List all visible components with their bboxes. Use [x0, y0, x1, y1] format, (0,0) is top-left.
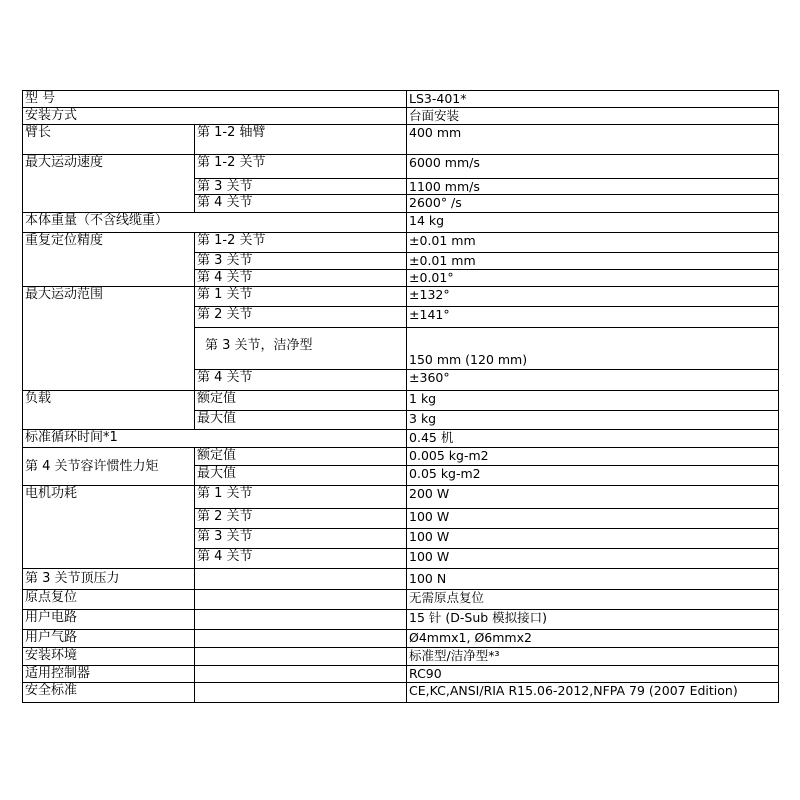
- row-value: 1100 mm/s: [407, 179, 779, 195]
- row-subitem: [195, 683, 407, 703]
- table-row: [23, 630, 779, 648]
- spec-table: [22, 90, 779, 703]
- row-subitem: 第 3 关节，洁净型: [195, 328, 407, 370]
- row-value: 100 W: [407, 549, 779, 569]
- table-row: [23, 683, 779, 703]
- row-value: 200 W: [407, 486, 779, 509]
- row-value: ±132°: [407, 287, 779, 307]
- row-subitem: 第 1-2 关节: [195, 155, 407, 179]
- table-row: [23, 448, 779, 466]
- row-subitem: [195, 569, 407, 590]
- row-subitem: 额定值: [195, 448, 407, 466]
- row-subitem: 第 1 关节: [195, 486, 407, 509]
- row-category: 电机功耗: [23, 486, 195, 569]
- row-subitem: 第 4 关节: [195, 270, 407, 287]
- row-value: 3 kg: [407, 411, 779, 430]
- row-subitem: [195, 666, 407, 683]
- row-category: 重复定位精度: [23, 233, 195, 287]
- row-value: RC90: [407, 666, 779, 683]
- row-category: 最大运动速度: [23, 155, 195, 213]
- row-category: 安全标准: [23, 683, 195, 703]
- row-category: 第 3 关节顶压力: [23, 569, 195, 590]
- row-subitem: [195, 590, 407, 610]
- row-value: 0.05 kg-m2: [407, 466, 779, 486]
- row-subitem: 第 3 关节: [195, 179, 407, 195]
- row-subitem: 最大值: [195, 411, 407, 430]
- row-subitem: [195, 630, 407, 648]
- row-value: 台面安装: [407, 108, 779, 125]
- table-row: [23, 590, 779, 610]
- row-category: 型 号: [23, 91, 407, 108]
- table-row: [23, 213, 779, 233]
- table-row: [23, 233, 779, 253]
- row-value: 14 kg: [407, 213, 779, 233]
- row-value: 15 针 (D-Sub 模拟接口): [407, 610, 779, 630]
- row-subitem: 第 1-2 轴臂: [195, 125, 407, 155]
- row-subitem: 第 2 关节: [195, 307, 407, 328]
- row-value: 0.45 机: [407, 430, 779, 448]
- row-category: 最大运动范围: [23, 287, 195, 391]
- row-value: 2600° /s: [407, 195, 779, 213]
- table-row: [23, 666, 779, 683]
- table-row: [23, 391, 779, 411]
- table-row: [23, 287, 779, 307]
- row-subitem: 第 4 关节: [195, 195, 407, 213]
- row-value: 标准型/洁净型*³: [407, 648, 779, 666]
- row-subitem: 第 4 关节: [195, 370, 407, 391]
- row-subitem: 第 2 关节: [195, 509, 407, 529]
- row-subitem: 额定值: [195, 391, 407, 411]
- row-value: LS3-401*: [407, 91, 779, 108]
- row-value: 150 mm (120 mm): [407, 328, 779, 370]
- row-value: Ø4mmx1, Ø6mmx2: [407, 630, 779, 648]
- table-row: [23, 569, 779, 590]
- row-subitem: 第 3 关节: [195, 253, 407, 270]
- row-category: 安装环境: [23, 648, 195, 666]
- row-category: 安装方式: [23, 108, 407, 125]
- row-category: 原点复位: [23, 590, 195, 610]
- row-category: 第 4 关节容许惯性力矩: [23, 448, 195, 486]
- row-category: 臂长: [23, 125, 195, 155]
- row-category: 适用控制器: [23, 666, 195, 683]
- table-row: [23, 108, 779, 125]
- row-category: 用户电路: [23, 610, 195, 630]
- table-row: [23, 155, 779, 179]
- row-value: 100 N: [407, 569, 779, 590]
- row-value: ±0.01°: [407, 270, 779, 287]
- row-value: 1 kg: [407, 391, 779, 411]
- table-row: [23, 610, 779, 630]
- row-value: CE,KC,ANSI/RIA R15.06-2012,NFPA 79 (2007 Edition): [407, 683, 779, 703]
- row-value: 100 W: [407, 509, 779, 529]
- row-value: 6000 mm/s: [407, 155, 779, 179]
- row-category: 标准循环时间*1: [23, 430, 407, 448]
- row-value: ±360°: [407, 370, 779, 391]
- row-category: 本体重量（不含线缆重）: [23, 213, 407, 233]
- row-value: 100 W: [407, 529, 779, 549]
- table-row: [23, 125, 779, 155]
- row-value: 0.005 kg-m2: [407, 448, 779, 466]
- table-row: [23, 91, 779, 108]
- row-value: 无需原点复位: [407, 590, 779, 610]
- row-value: 400 mm: [407, 125, 779, 155]
- row-subitem: [195, 648, 407, 666]
- row-subitem: 第 1-2 关节: [195, 233, 407, 253]
- row-subitem: 第 3 关节: [195, 529, 407, 549]
- row-subitem: 最大值: [195, 466, 407, 486]
- row-value: ±141°: [407, 307, 779, 328]
- table-row: [23, 486, 779, 509]
- row-category: 负载: [23, 391, 195, 430]
- row-subitem: 第 1 关节: [195, 287, 407, 307]
- table-row: [23, 430, 779, 448]
- row-value: ±0.01 mm: [407, 253, 779, 270]
- table-row: [23, 648, 779, 666]
- row-subitem: [195, 610, 407, 630]
- row-subitem: 第 4 关节: [195, 549, 407, 569]
- row-value: ±0.01 mm: [407, 233, 779, 253]
- row-category: 用户气路: [23, 630, 195, 648]
